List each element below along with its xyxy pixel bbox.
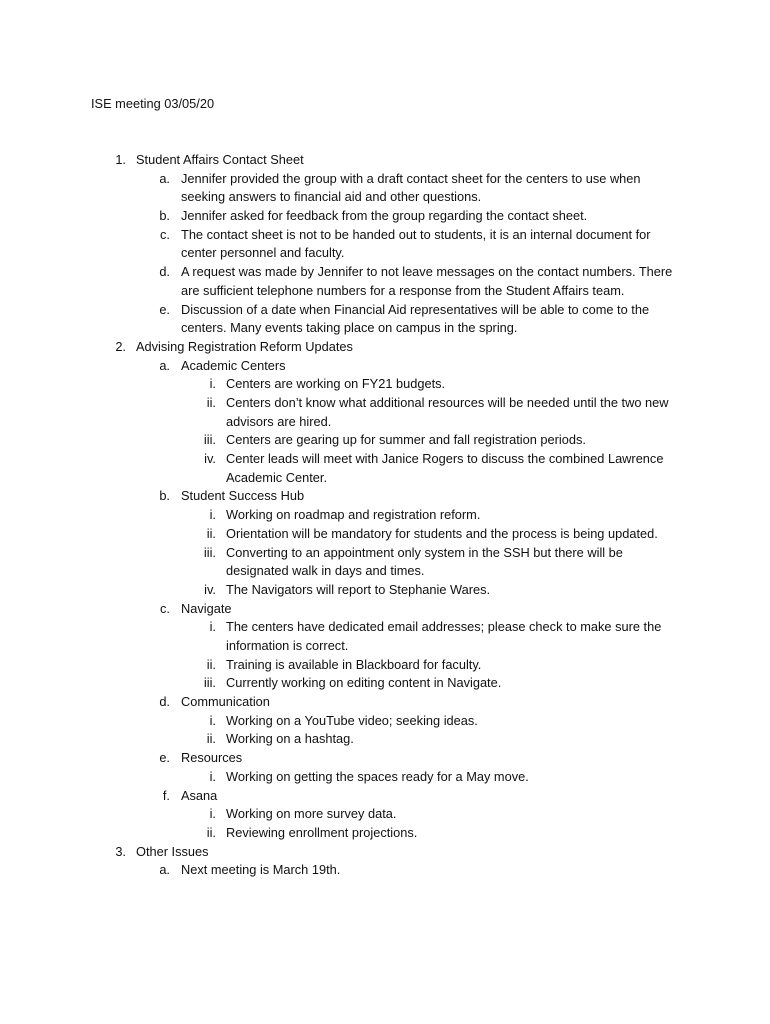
list-marker: i. bbox=[209, 507, 216, 523]
list-item-text: information is correct. bbox=[226, 637, 349, 653]
list-item-text: Centers don’t know what additional resources will be needed until the two new bbox=[226, 395, 669, 410]
list-item-text: centers. Many events taking place on campus in the spring. bbox=[181, 320, 518, 336]
list-item-text: Resources bbox=[181, 750, 243, 766]
list-marker: 2. bbox=[115, 338, 126, 354]
list-item-text: are sufficient telephone numbers for a response from the Student Affairs team. bbox=[181, 282, 625, 298]
meeting-title: ISE meeting 03/05/20 bbox=[91, 96, 215, 111]
list-marker: i. bbox=[209, 806, 216, 822]
list-item-text: designated walk in days and times. bbox=[226, 563, 425, 579]
list-item-text: Next meeting is March 19th. bbox=[181, 862, 341, 878]
list-item-level-2 bbox=[0, 170, 770, 207]
list-marker: d. bbox=[159, 264, 170, 280]
list-item-text: advisors are hired. bbox=[226, 413, 332, 429]
list-item-level-1 bbox=[0, 338, 770, 357]
list-item-level-3 bbox=[0, 544, 770, 581]
list-item-level-1 bbox=[0, 843, 770, 862]
list-item-text: Working on a hashtag. bbox=[226, 731, 354, 747]
list-item-text: Working on more survey data. bbox=[226, 806, 397, 822]
list-item-text: The Navigators will report to Stephanie Wares. bbox=[226, 581, 491, 597]
list-item-text: Other Issues bbox=[136, 843, 209, 859]
list-item-text: Navigate bbox=[181, 600, 232, 616]
list-item-text: Centers are gearing up for summer and fall registration periods. bbox=[226, 432, 586, 448]
list-item-level-2 bbox=[0, 226, 770, 263]
list-item-level-3 bbox=[0, 768, 770, 787]
list-item-level-3 bbox=[0, 805, 770, 824]
list-item-level-3 bbox=[0, 618, 770, 655]
list-item-level-3 bbox=[0, 506, 770, 525]
list-item-level-1 bbox=[0, 151, 770, 170]
list-item-level-2 bbox=[0, 861, 770, 880]
list-marker: iv. bbox=[204, 451, 216, 467]
list-item-level-2 bbox=[0, 207, 770, 226]
list-marker: ii. bbox=[206, 656, 216, 672]
list-item-level-3 bbox=[0, 730, 770, 749]
list-marker: ii. bbox=[206, 525, 216, 541]
meeting-notes-list bbox=[0, 151, 770, 880]
list-item-level-3 bbox=[0, 712, 770, 731]
list-item-level-3 bbox=[0, 525, 770, 544]
list-item-text: Center leads will meet with Janice Rogers to discuss the combined Lawrence bbox=[226, 451, 664, 467]
list-item-text: Jennifer provided the group with a draft contact sheet for the centers to use when bbox=[181, 170, 641, 186]
list-item-text: Discussion of a date when Financial Aid representatives will be able to come to the bbox=[181, 301, 650, 317]
list-item-text: A request was made by Jennifer to not leave messages on the contact numbers. There bbox=[181, 264, 673, 280]
list-item-text: Training is available in Blackboard for faculty. bbox=[226, 656, 482, 672]
list-item-text: Centers are working on FY21 budgets. bbox=[226, 376, 446, 392]
list-item-text: Asana bbox=[181, 787, 218, 803]
list-marker: c. bbox=[160, 600, 170, 616]
list-marker: d. bbox=[159, 694, 170, 710]
list-item-level-3 bbox=[0, 375, 770, 394]
list-item-level-2 bbox=[0, 787, 770, 806]
list-item-level-2 bbox=[0, 693, 770, 712]
list-item-text: Academic Centers bbox=[181, 357, 286, 373]
list-marker: ii. bbox=[206, 395, 216, 410]
list-marker: a. bbox=[159, 862, 170, 878]
list-item-level-2 bbox=[0, 301, 770, 338]
list-item-text: Working on roadmap and registration reform. bbox=[226, 507, 481, 523]
list-marker: b. bbox=[159, 208, 170, 224]
list-item-text: Working on a YouTube video; seeking ideas. bbox=[226, 712, 478, 728]
list-item-text: The centers have dedicated email addresses; please check to make sure the bbox=[226, 619, 662, 635]
list-item-text: Student Affairs Contact Sheet bbox=[136, 152, 304, 167]
list-item-text: Reviewing enrollment projections. bbox=[226, 824, 418, 840]
list-item-level-2 bbox=[0, 487, 770, 506]
list-marker: i. bbox=[209, 619, 216, 635]
list-item-level-2 bbox=[0, 263, 770, 300]
list-item-level-3 bbox=[0, 394, 770, 431]
list-marker: e. bbox=[159, 301, 170, 317]
list-marker: iv. bbox=[204, 581, 216, 597]
list-item-text: Currently working on editing content in Navigate. bbox=[226, 675, 502, 691]
list-marker: c. bbox=[160, 226, 170, 242]
list-item-level-3 bbox=[0, 450, 770, 487]
list-item-text: Jennifer asked for feedback from the group regarding the contact sheet. bbox=[181, 208, 588, 224]
list-marker: ii. bbox=[206, 824, 216, 840]
list-item-text: Student Success Hub bbox=[181, 488, 305, 504]
list-marker: i. bbox=[209, 768, 216, 784]
list-marker: iii. bbox=[203, 432, 216, 448]
list-item-text: Advising Registration Reform Updates bbox=[136, 338, 353, 354]
list-item-level-3 bbox=[0, 674, 770, 693]
list-marker: i. bbox=[209, 376, 216, 392]
list-marker: a. bbox=[159, 170, 170, 186]
list-item-level-2 bbox=[0, 600, 770, 619]
list-item-level-3 bbox=[0, 431, 770, 450]
list-marker: 1. bbox=[115, 152, 126, 167]
list-item-text: Academic Center. bbox=[226, 469, 328, 485]
list-item-text: Converting to an appointment only system in the SSH but there will be bbox=[226, 544, 623, 560]
list-marker: f. bbox=[162, 787, 170, 803]
list-item-level-3 bbox=[0, 656, 770, 675]
list-item-text: The contact sheet is not to be handed out to students, it is an internal document for bbox=[181, 226, 651, 242]
list-item-level-3 bbox=[0, 581, 770, 600]
list-marker: b. bbox=[159, 488, 170, 504]
list-marker: ii. bbox=[206, 731, 216, 747]
list-item-level-3 bbox=[0, 824, 770, 843]
list-item-text: seeking answers to financial aid and other questions. bbox=[181, 189, 482, 205]
list-marker: e. bbox=[159, 750, 170, 766]
list-marker: i. bbox=[209, 712, 216, 728]
list-item-text: center personnel and faculty. bbox=[181, 245, 345, 261]
list-marker: iii. bbox=[203, 544, 216, 560]
list-item-text: Orientation will be mandatory for students and the process is being updated. bbox=[226, 525, 658, 541]
list-marker: 3. bbox=[115, 843, 126, 859]
list-marker: iii. bbox=[203, 675, 216, 691]
list-item-level-2 bbox=[0, 357, 770, 376]
list-marker: a. bbox=[159, 357, 170, 373]
list-item-text: Working on getting the spaces ready for a May move. bbox=[226, 768, 529, 784]
list-item-text: Communication bbox=[181, 694, 270, 710]
list-item-level-2 bbox=[0, 749, 770, 768]
